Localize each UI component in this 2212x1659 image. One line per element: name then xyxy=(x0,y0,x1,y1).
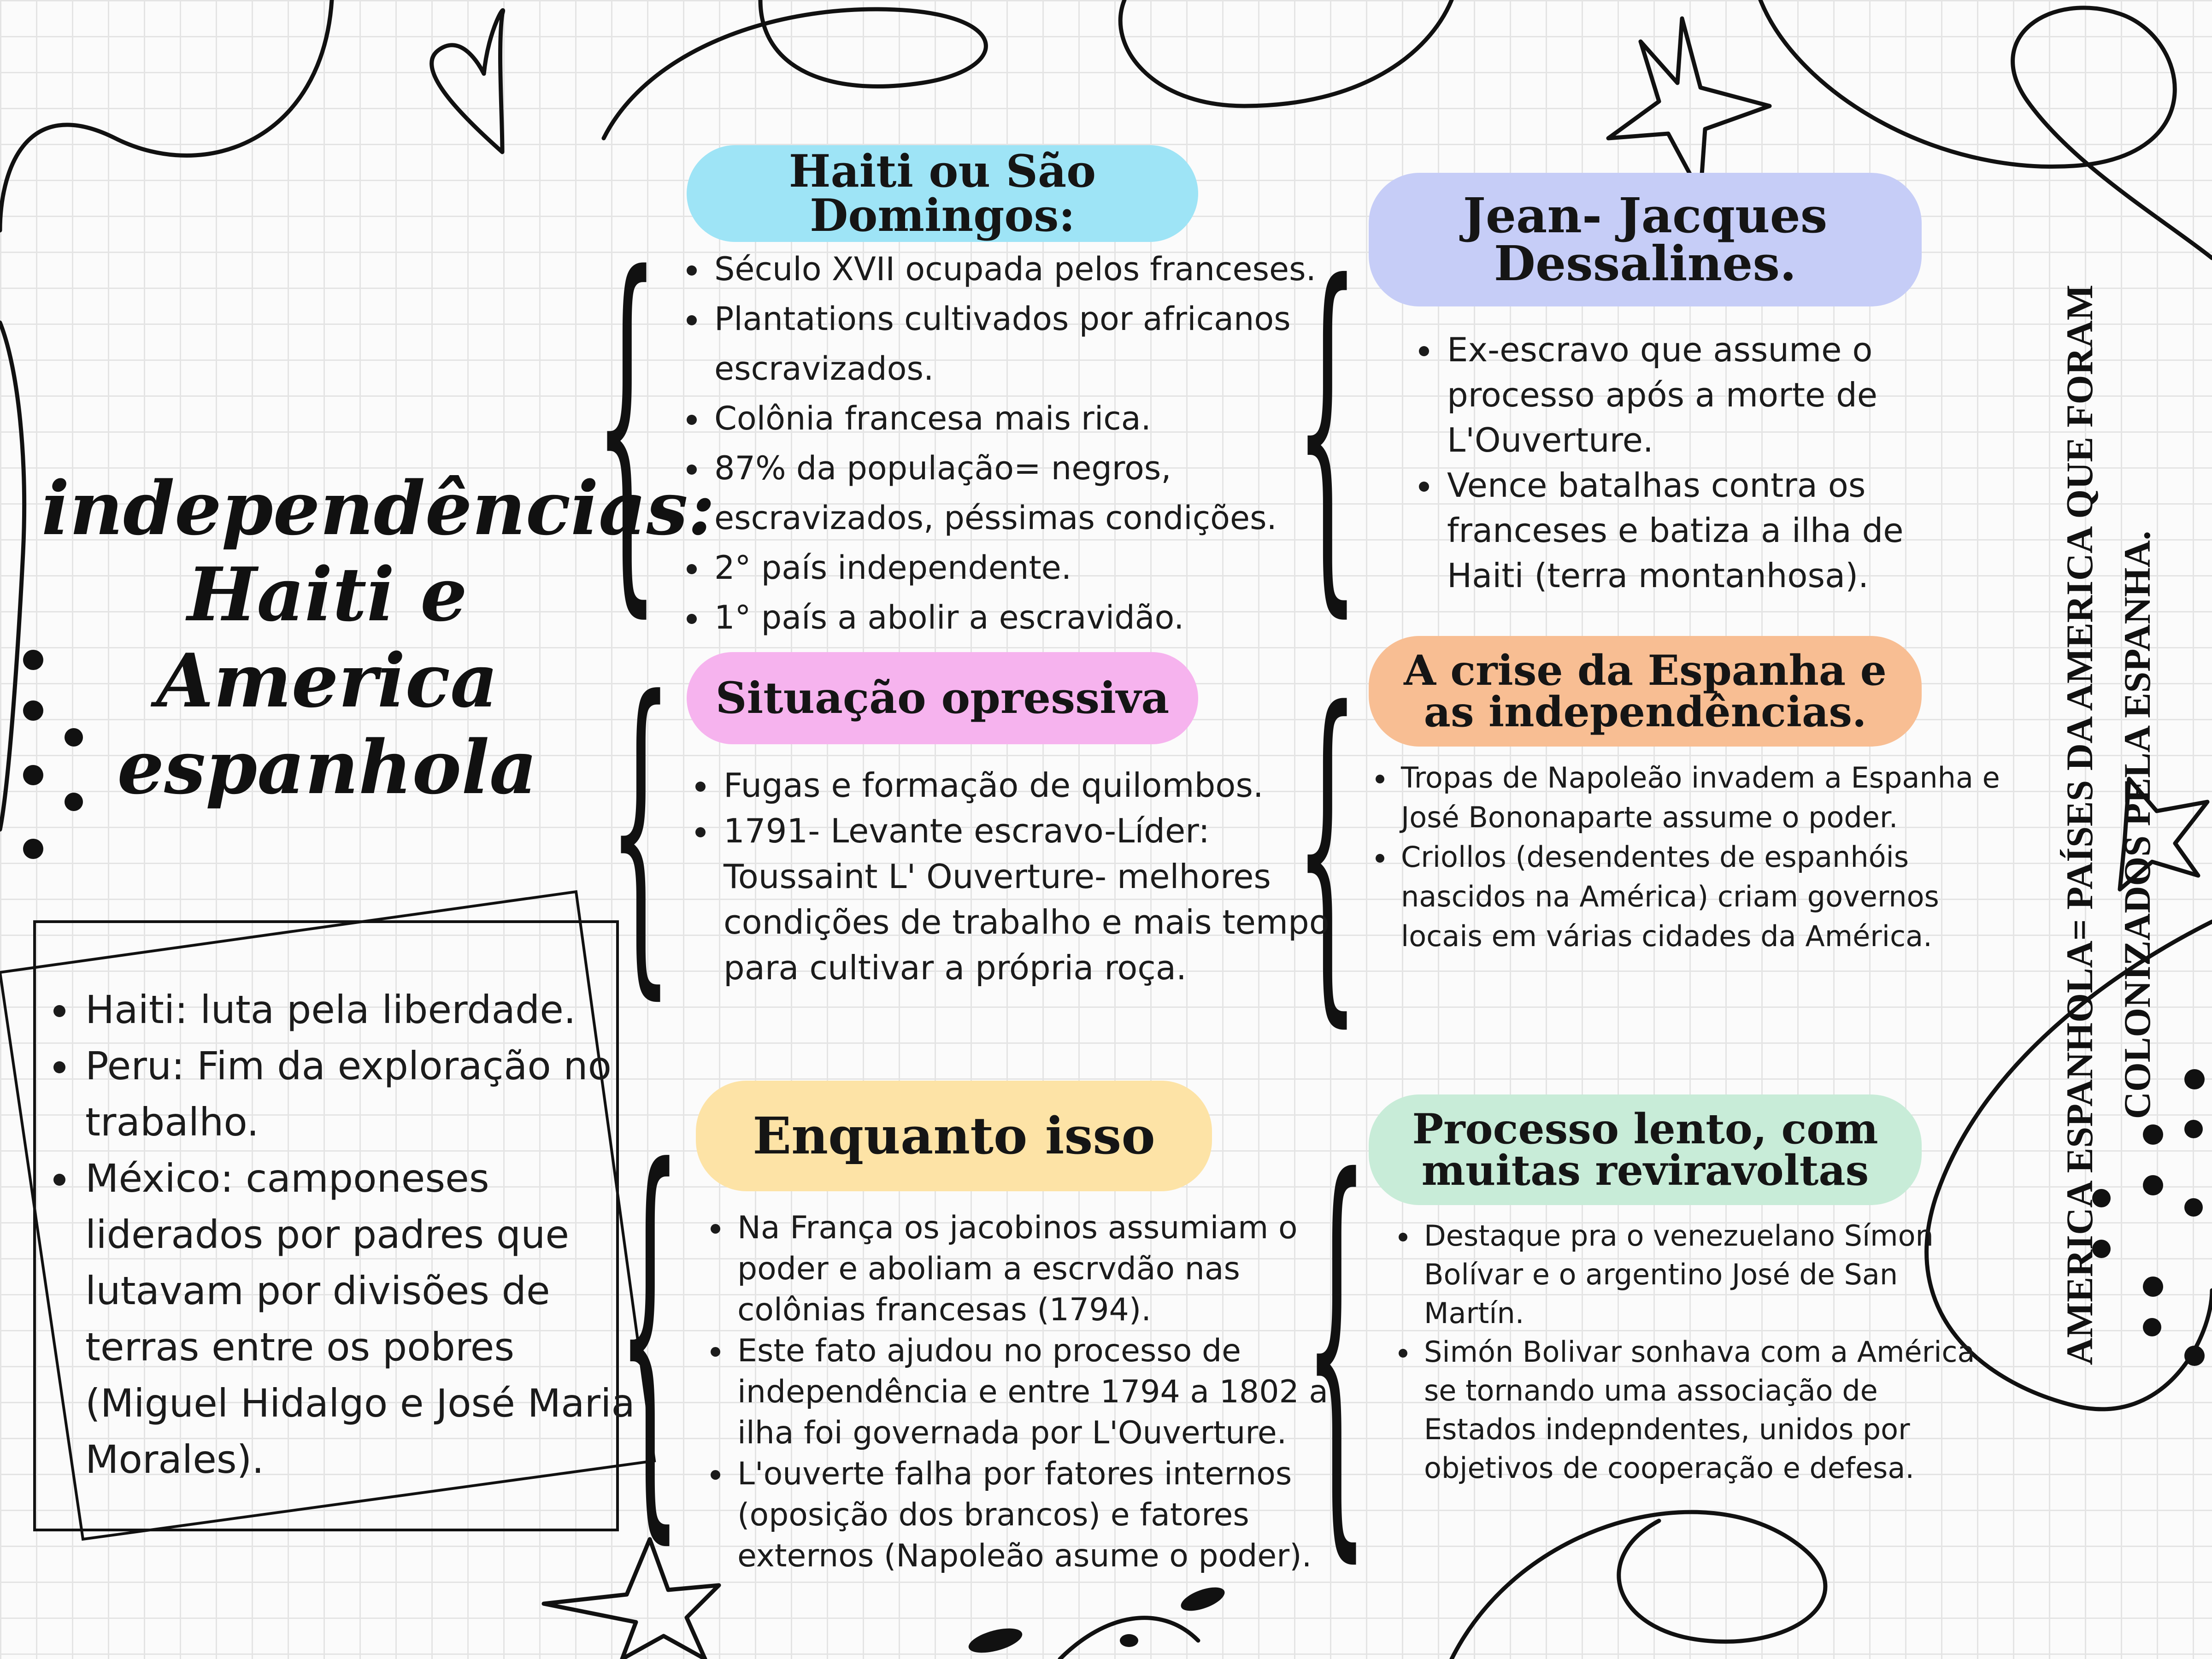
list-item: • México: camponeses liderados por padres que lutavam por divisões de terras entre os pobres (Miguel Hidalgo e José Maria Morales). xyxy=(81,1150,647,1488)
heading-text: Situação opressiva xyxy=(715,673,1170,724)
list-item: • L'ouverte falha por fatores internos (oposição dos brancos) e fatores externos (Napoleão asume o poder). xyxy=(733,1453,1350,1577)
list-item: • Fugas e formação de quilombos. xyxy=(719,763,1332,808)
section-heading-haiti xyxy=(687,145,1198,242)
dot xyxy=(2184,1069,2205,1089)
scribble-line xyxy=(1452,1512,1825,1659)
list-item: • 1° país a abolir a escravidão. xyxy=(710,593,1355,642)
curly-brace: { xyxy=(608,630,673,1028)
star-icon xyxy=(1608,18,1770,194)
section-heading-processo xyxy=(1369,1094,1922,1205)
heading-text: Haiti ou São Domingos: xyxy=(788,145,1096,241)
list-item: • Criollos (desendentes de espanhóis nascidos na América) criam governos locais em várias cidades da América. xyxy=(1396,837,2005,956)
left-box-list xyxy=(44,982,647,1488)
list-item: • Plantations cultivados por africanos escravizados. xyxy=(710,294,1355,394)
situacao-list xyxy=(682,763,1332,991)
vertical-note-line2: COLONIZADOS PELA ESPANHA. xyxy=(2116,530,2158,1119)
scribble-line xyxy=(0,323,24,830)
dot xyxy=(23,839,43,859)
curly-brace: { xyxy=(594,198,659,649)
heading-text: Jean- Jacques Dessalines. xyxy=(1463,187,1828,292)
dot xyxy=(23,650,43,670)
haiti-list xyxy=(673,244,1355,642)
dot xyxy=(2184,1346,2205,1366)
curly-brace: { xyxy=(618,1085,682,1578)
dash-mark xyxy=(1178,1583,1228,1616)
scribble-line xyxy=(604,0,986,138)
list-item: • Tropas de Napoleão invadem a Espanha e José Bononaparte assume o poder. xyxy=(1396,758,2005,837)
list-item: • 1791- Levante escravo-Líder: Toussaint L' Ouverture- melhores condições de trabalho e mais tempo para cultivar a própria roça. xyxy=(719,808,1332,991)
curly-brace: { xyxy=(1295,638,1359,1057)
list-item: • Na França os jacobinos assumiam o poder e aboliam a escrvdão nas colônias francesas (1794). xyxy=(733,1207,1350,1330)
list-item: • Ex-escravo que assume o processo após a morte de L'Ouverture. xyxy=(1442,327,1977,463)
section-heading-situacao xyxy=(687,652,1198,744)
heading-text: A crise da Espanha e as independências. xyxy=(1404,646,1887,736)
list-item: • Peru: Fim da exploração no trabalho. xyxy=(81,1038,647,1150)
list-item: • Século XVII ocupada pelos franceses. xyxy=(710,244,1355,294)
vertical-note-line1: AMERICA ESPANHOLA= PAÍSES DA AMERICA QUE FORAM xyxy=(2059,284,2100,1365)
crise-list xyxy=(1359,758,2005,956)
section-heading-dessalines xyxy=(1369,173,1922,306)
dessalines-list xyxy=(1406,327,1977,598)
list-item: • 2° país independente. xyxy=(710,543,1355,593)
list-item: • Vence batalhas contra os franceses e batiza a ilha de Haiti (terra montanhosa). xyxy=(1442,463,1977,598)
dot xyxy=(23,700,43,721)
curly-brace: { xyxy=(1304,1093,1369,1597)
scribble-line xyxy=(0,0,332,230)
list-item: • 87% da população= negros, escravizados, péssimas condições. xyxy=(710,443,1355,543)
section-heading-enquanto xyxy=(696,1081,1212,1191)
curly-brace: { xyxy=(1295,208,1359,648)
dash-mark xyxy=(966,1624,1024,1658)
heading-text: Enquanto isso xyxy=(753,1106,1155,1165)
dash-mark xyxy=(1120,1634,1138,1647)
processo-list xyxy=(1382,1217,1991,1488)
heart-icon xyxy=(432,10,503,152)
list-item: • Destaque pra o venezuelano Símon Bolívar e o argentino José de San Martín. xyxy=(1419,1217,1991,1333)
list-item: • Simón Bolivar sonhava com a América se tornando uma associação de Estados indepndentes, unidos por objetivos de cooperação e defesa. xyxy=(1419,1333,1991,1488)
dot xyxy=(2184,1120,2203,1138)
page-title xyxy=(41,465,715,811)
section-heading-crise xyxy=(1369,636,1922,747)
list-item: • Este fato ajudou no processo de independência e entre 1794 a 1802 a ilha foi governada por L'Ouverture. xyxy=(733,1330,1350,1453)
scribble-line xyxy=(1120,0,1452,106)
list-item: • Colônia francesa mais rica. xyxy=(710,394,1355,443)
dot xyxy=(2184,1198,2203,1217)
enquanto-list xyxy=(696,1207,1350,1577)
dot xyxy=(23,765,43,785)
vertical-note xyxy=(2051,226,2180,1424)
heading-text: Processo lento, com muitas reviravoltas xyxy=(1412,1105,1878,1195)
list-item: • Haiti: luta pela liberdade. xyxy=(81,982,647,1038)
page-title-text: independências: Haiti e America espanhola xyxy=(41,465,715,811)
